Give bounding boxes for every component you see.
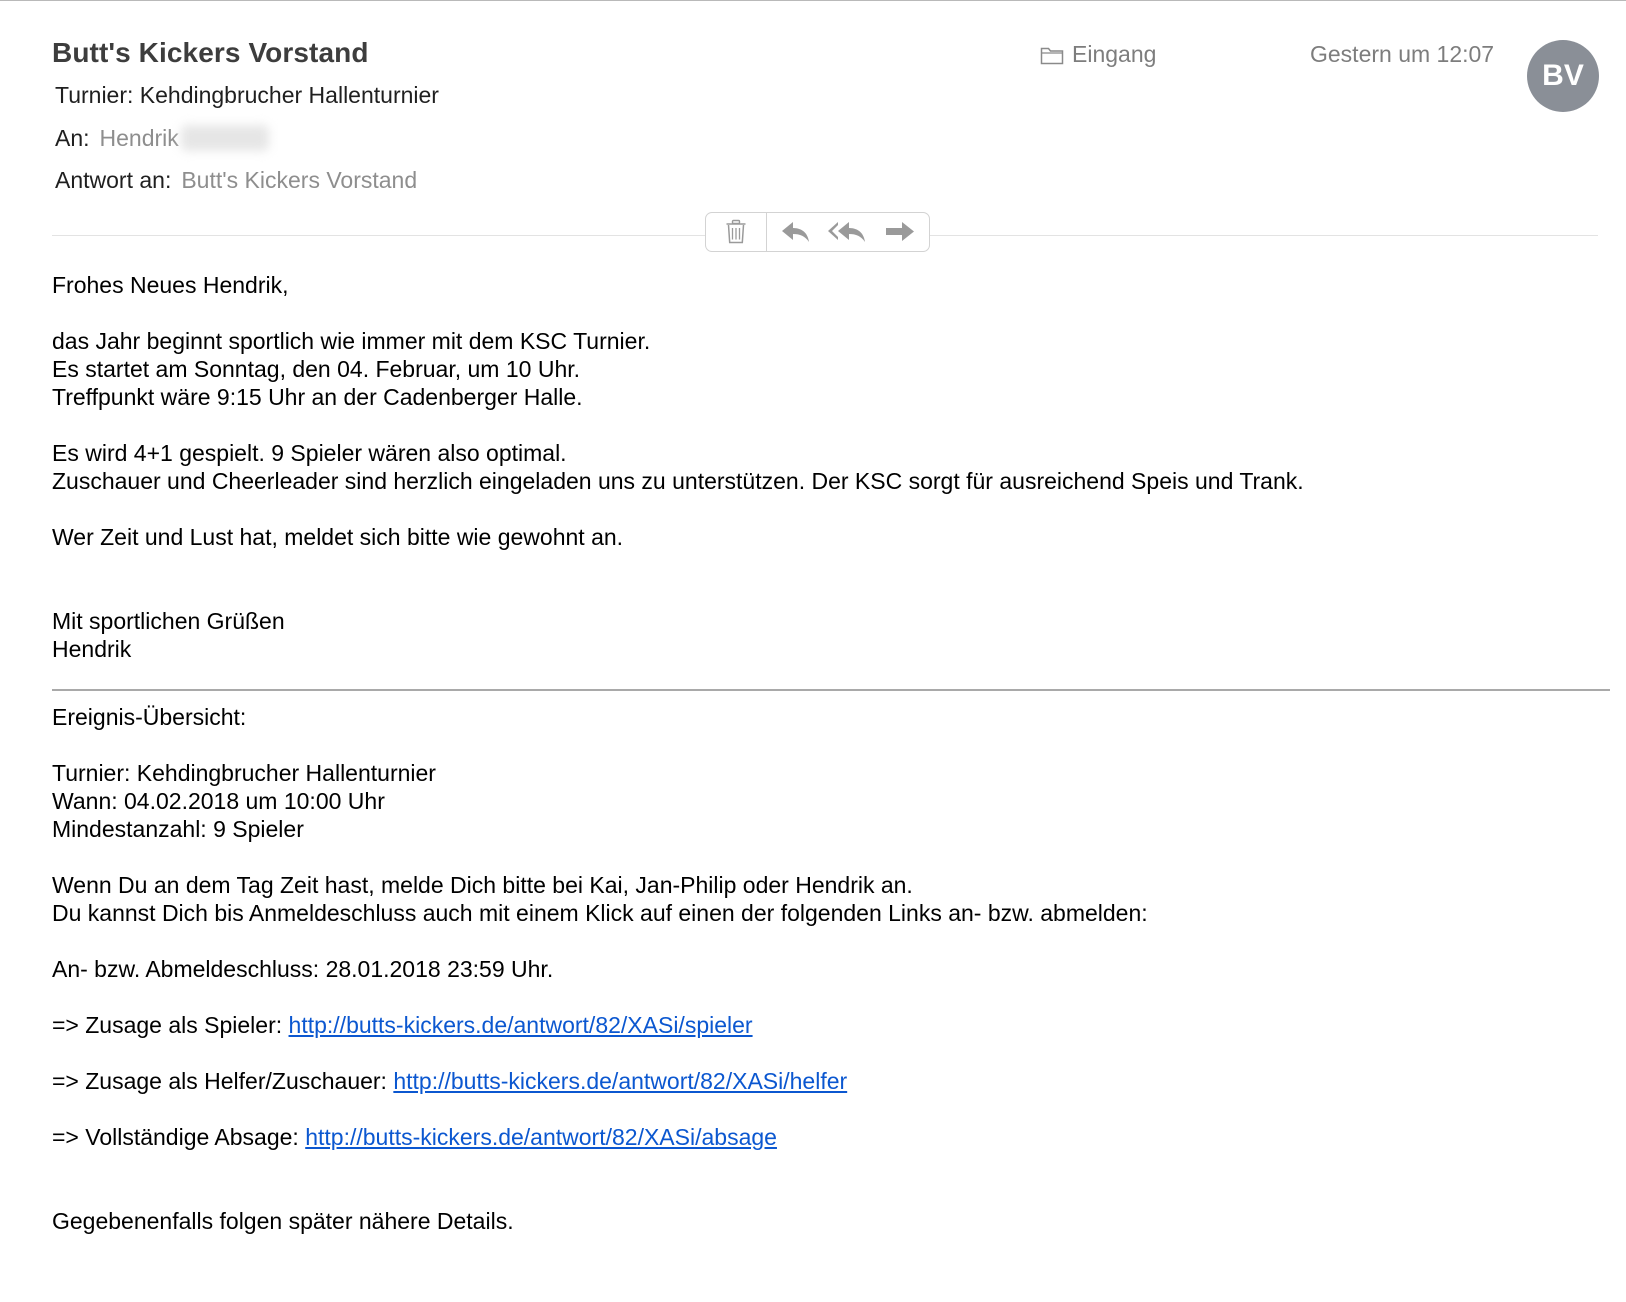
folder-name: Eingang bbox=[1072, 41, 1157, 67]
received-date: Gestern um 12:07 bbox=[1310, 41, 1495, 67]
delete-button[interactable] bbox=[706, 213, 767, 251]
link-line-spieler bbox=[52, 1011, 1592, 1039]
subject-line bbox=[55, 82, 439, 109]
deadline-line: An- bzw. Abmeldeschluss: 28.01.2018 23:59 Uhr. bbox=[52, 956, 554, 982]
footer-note: Gegebenenfalls folgen später nähere Details. bbox=[52, 1208, 514, 1234]
instruction-line: Du kannst Dich bis Anmeldeschluss auch mit einem Klick auf einen der folgenden Links an- bzw. abmelden: bbox=[52, 900, 1148, 926]
sender-avatar bbox=[1527, 40, 1599, 112]
link-line-absage bbox=[52, 1123, 1592, 1151]
greeting: Frohes Neues Hendrik, bbox=[52, 272, 289, 298]
link-prefix: => Zusage als Spieler: bbox=[52, 1012, 289, 1038]
overview-line: Mindestanzahl: 9 Spieler bbox=[52, 816, 304, 842]
reply-to-address[interactable]: Butt's Kickers Vorstand bbox=[181, 167, 418, 193]
reply-all-button[interactable] bbox=[827, 220, 869, 244]
closing-line: Mit sportlichen Grüßen bbox=[52, 608, 285, 634]
to-line bbox=[55, 125, 269, 152]
reply-button[interactable] bbox=[780, 220, 812, 244]
reply-icon bbox=[780, 220, 812, 244]
to-recipient[interactable]: Hendrik bbox=[99, 125, 179, 151]
link-prefix: => Vollständige Absage: bbox=[52, 1124, 306, 1150]
link-zusage-helfer[interactable]: http://butts-kickers.de/antwort/82/XASi/helfer bbox=[393, 1068, 848, 1094]
reply-to-line bbox=[55, 167, 417, 194]
overview-title: Ereignis-Übersicht: bbox=[52, 704, 247, 730]
body-line: Es startet am Sonntag, den 04. Februar, um 10 Uhr. bbox=[52, 356, 581, 382]
link-prefix: => Zusage als Helfer/Zuschauer: bbox=[52, 1068, 394, 1094]
link-absage[interactable]: http://butts-kickers.de/antwort/82/XASi/absage bbox=[305, 1124, 777, 1150]
instruction-line: Wenn Du an dem Tag Zeit hast, melde Dich bitte bei Kai, Jan-Philip oder Hendrik an. bbox=[52, 872, 913, 898]
message-toolbar bbox=[705, 212, 930, 252]
link-zusage-spieler[interactable]: http://butts-kickers.de/antwort/82/XASi/spieler bbox=[288, 1012, 753, 1038]
body-line: Treffpunkt wäre 9:15 Uhr an der Cadenberger Halle. bbox=[52, 384, 583, 410]
body-divider bbox=[52, 689, 1610, 691]
overview-line: Turnier: Kehdingbrucher Hallenturnier bbox=[52, 760, 436, 786]
body-line: Zuschauer und Cheerleader sind herzlich eingeladen uns zu unterstützen. Der KSC sorgt für ausreichend Speis und Trank. bbox=[52, 468, 1304, 494]
body-line: das Jahr beginnt sportlich wie immer mit dem KSC Turnier. bbox=[52, 328, 651, 354]
avatar-initials: BV bbox=[1542, 59, 1584, 92]
body-line: Es wird 4+1 gespielt. 9 Spieler wären also optimal. bbox=[52, 440, 567, 466]
folder-icon bbox=[1040, 45, 1064, 65]
mailbox-folder[interactable] bbox=[1040, 41, 1156, 68]
forward-icon bbox=[884, 220, 916, 244]
forward-button[interactable] bbox=[884, 220, 916, 244]
message-body bbox=[52, 271, 1592, 1235]
overview-line: Wann: 04.02.2018 um 10:00 Uhr bbox=[52, 788, 385, 814]
subject-text: Turnier: Kehdingbrucher Hallenturnier bbox=[55, 82, 439, 108]
redacted-surname bbox=[181, 125, 269, 151]
signature: Hendrik bbox=[52, 636, 132, 662]
link-line-helfer bbox=[52, 1067, 1592, 1095]
reply-to-label: Antwort an: bbox=[55, 167, 172, 193]
sender-name[interactable]: Butt's Kickers Vorstand bbox=[52, 37, 369, 68]
body-line: Wer Zeit und Lust hat, meldet sich bitte wie gewohnt an. bbox=[52, 524, 624, 550]
to-label: An: bbox=[55, 125, 90, 151]
trash-icon bbox=[725, 219, 747, 245]
reply-all-icon bbox=[827, 220, 869, 244]
